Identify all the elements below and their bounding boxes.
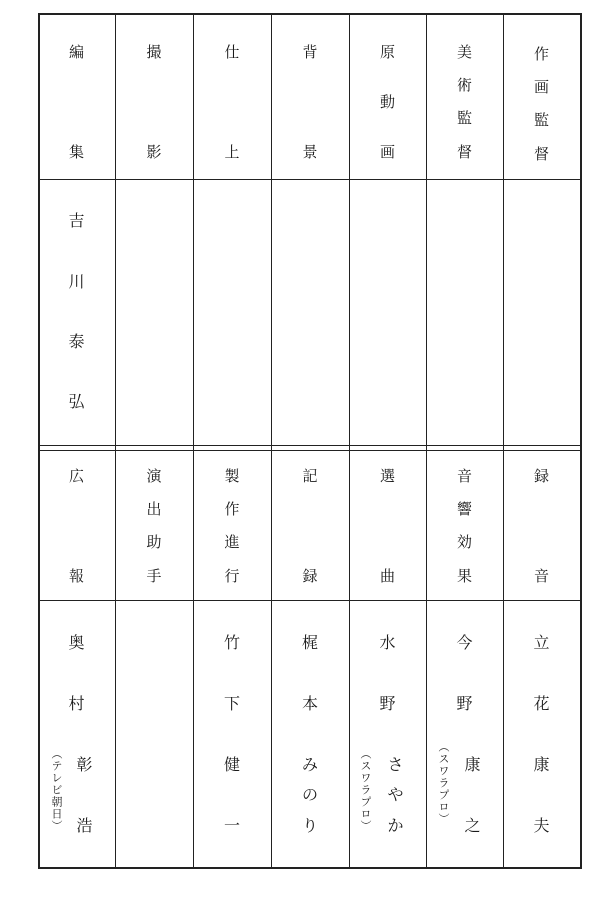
- name-recording-char: 立: [533, 633, 550, 652]
- name-script-supervisor-char: み: [301, 755, 318, 774]
- name-sound-effects-char: 之: [464, 816, 481, 835]
- header-assistant-director-char: 手: [146, 567, 162, 585]
- name-sound-effects-char: 康: [464, 755, 481, 774]
- name-script-supervisor-char: 本: [301, 694, 318, 713]
- name-editing-char: 弘: [68, 392, 85, 411]
- name-publicity-char: 彰: [76, 755, 93, 774]
- header-photography-char: 影: [146, 143, 162, 161]
- header-music-selection-char: 選: [379, 467, 395, 485]
- header-sound-effects-char: 音: [456, 467, 472, 485]
- affiliation-music-selection: （スワラプロ）: [359, 748, 372, 832]
- header-animation-director-char: 作: [533, 45, 549, 63]
- header-animation-director-char: 画: [533, 78, 549, 96]
- header-script-supervisor-char: 記: [302, 467, 318, 485]
- table-border-bottom: [38, 867, 582, 869]
- name-music-selection-char: 野: [379, 694, 396, 713]
- header-editing-char: 集: [68, 143, 84, 161]
- name-production-manager-char: 健: [223, 755, 240, 774]
- name-music-selection-char: や: [387, 785, 404, 804]
- header-finishing-char: 上: [224, 143, 240, 161]
- name-publicity-char: 奥: [68, 633, 85, 652]
- name-script-supervisor-char: り: [301, 816, 318, 835]
- header-key-animation-char: 画: [379, 143, 395, 161]
- column-divider: [426, 13, 427, 869]
- header-key-animation-char: 動: [379, 93, 395, 111]
- affiliation-sound-effects: （スワラプロ）: [437, 741, 450, 825]
- header-art-director-char: 督: [456, 143, 472, 161]
- table-border-top: [38, 13, 582, 15]
- name-script-supervisor-char: 梶: [301, 633, 318, 652]
- header-production-manager-char: 作: [224, 500, 240, 518]
- header-publicity-char: 報: [68, 567, 84, 585]
- header-animation-director-char: 督: [533, 145, 549, 163]
- header-editing-char: 編: [68, 43, 84, 61]
- header-key-animation-char: 原: [379, 43, 395, 61]
- name-production-manager-char: 竹: [223, 633, 240, 652]
- column-divider: [349, 13, 350, 869]
- header-sound-effects-char: 効: [456, 533, 472, 551]
- header-music-selection-char: 曲: [379, 567, 395, 585]
- header-photography-char: 撮: [146, 43, 162, 61]
- name-publicity-char: 村: [68, 694, 85, 713]
- name-publicity-char: 浩: [76, 816, 93, 835]
- header-background-char: 景: [302, 143, 318, 161]
- name-recording-char: 花: [533, 694, 550, 713]
- name-music-selection-char: 水: [379, 633, 396, 652]
- name-editing-char: 川: [68, 272, 85, 291]
- header-assistant-director-char: 助: [146, 533, 162, 551]
- name-music-selection-char: さ: [387, 755, 404, 774]
- header-divider-top: [38, 179, 582, 180]
- column-divider: [193, 13, 194, 869]
- name-editing-char: 泰: [68, 332, 85, 351]
- header-background-char: 背: [302, 43, 318, 61]
- header-sound-effects-char: 果: [456, 567, 472, 585]
- header-production-manager-char: 製: [224, 467, 240, 485]
- header-sound-effects-char: 響: [456, 500, 472, 518]
- header-recording-char: 録: [533, 467, 549, 485]
- header-art-director-char: 術: [456, 76, 472, 94]
- header-assistant-director-char: 出: [146, 500, 162, 518]
- column-divider: [115, 13, 116, 869]
- name-sound-effects-char: 今: [456, 633, 473, 652]
- name-recording-char: 夫: [533, 816, 550, 835]
- table-border-left: [38, 13, 40, 869]
- column-divider: [271, 13, 272, 869]
- header-art-director-char: 監: [456, 109, 472, 127]
- header-art-director-char: 美: [456, 43, 472, 61]
- section-divider-double-a: [38, 445, 582, 446]
- name-production-manager-char: 一: [223, 816, 240, 835]
- header-production-manager-char: 進: [224, 533, 240, 551]
- section-divider-double-b: [38, 450, 582, 451]
- header-production-manager-char: 行: [224, 567, 240, 585]
- affiliation-publicity: （テレビ朝日）: [50, 748, 63, 832]
- name-editing-char: 吉: [68, 211, 85, 230]
- header-assistant-director-char: 演: [146, 467, 162, 485]
- name-script-supervisor-char: の: [301, 785, 318, 804]
- name-production-manager-char: 下: [223, 694, 240, 713]
- table-border-right: [580, 13, 582, 869]
- header-divider-bottom: [38, 600, 582, 601]
- header-recording-char: 音: [533, 567, 549, 585]
- name-recording-char: 康: [533, 755, 550, 774]
- header-script-supervisor-char: 録: [302, 567, 318, 585]
- header-finishing-char: 仕: [224, 43, 240, 61]
- header-animation-director-char: 監: [533, 111, 549, 129]
- name-sound-effects-char: 野: [456, 694, 473, 713]
- column-divider: [503, 13, 504, 869]
- header-publicity-char: 広: [68, 467, 84, 485]
- staff-credits-table: [38, 13, 582, 869]
- name-music-selection-char: か: [387, 816, 404, 835]
